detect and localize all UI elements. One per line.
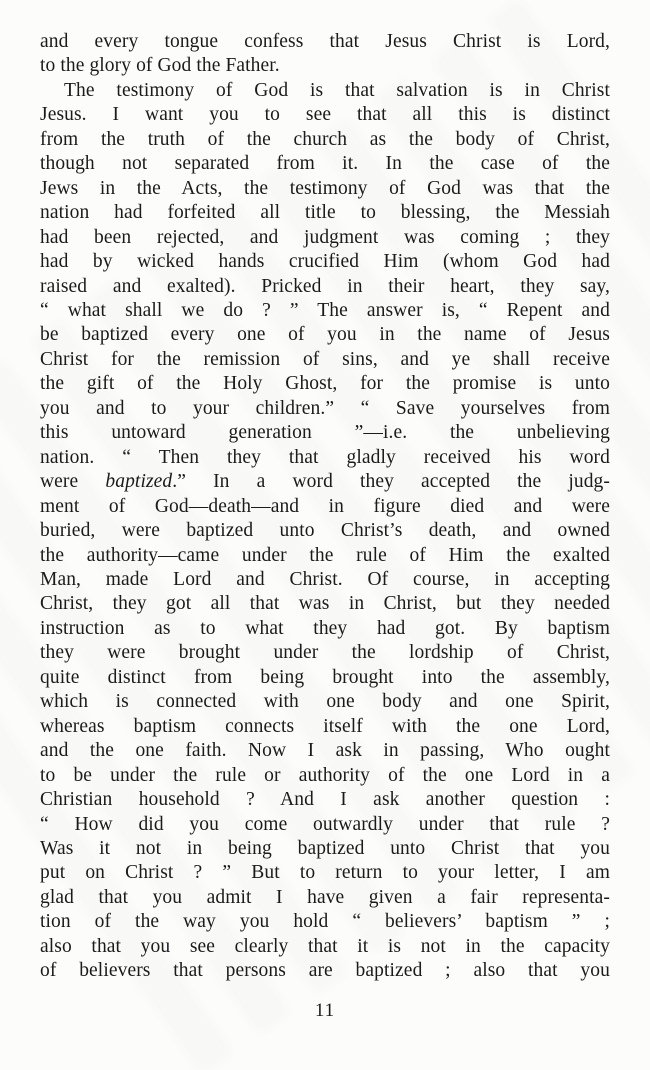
text-line: be baptized every one of you in the name of Jesus [40, 324, 610, 346]
text-line: Was it not in being baptized unto Christ that you [40, 837, 610, 859]
text-line: were baptized.” In a word they accepted the judg- [40, 471, 610, 493]
text-line: from the truth of the church as the body of Christ, [40, 128, 610, 150]
text-line: you and to your children.” “ Save yourselves from [40, 397, 610, 419]
text-line: had been rejected, and judgment was coming ; they [40, 226, 610, 248]
page-number: 11 [314, 999, 336, 1021]
text-line: Jews in the Acts, the testimony of God was that the [40, 177, 610, 199]
text-line: nation. “ Then they that gladly received his word [40, 446, 610, 468]
text-line: The testimony of God is that salvation is in Christ [64, 79, 610, 101]
text-line: which is connected with one body and one Spirit, [40, 691, 610, 713]
text-line: buried, were baptized unto Christ’s death, and owned [40, 520, 610, 542]
text-line: put on Christ ? ” But to return to your letter, I am [40, 862, 610, 884]
text-line: Christ, they got all that was in Christ, but they needed [40, 593, 610, 615]
text-line: they were brought under the lordship of Christ, [40, 642, 610, 664]
body-text [40, 30, 610, 984]
text-line: ment of God—death—and in figure died and were [40, 495, 610, 517]
text-line: the gift of the Holy Ghost, for the promise is unto [40, 373, 610, 395]
text-line: to the glory of God the Father. [40, 55, 280, 77]
text-line: though not separated from it. In the case of the [40, 153, 610, 175]
text-line: to be under the rule or authority of the one Lord in a [40, 764, 610, 786]
text-line: and every tongue confess that Jesus Christ is Lord, [40, 31, 610, 52]
text-line: had by wicked hands crucified Him (whom God had [40, 251, 610, 273]
text-line: Man, made Lord and Christ. Of course, in accepting [40, 568, 610, 590]
text-line: Christ for the remission of sins, and ye shall receive [40, 348, 610, 370]
text-line: nation had forfeited all title to blessing, the Messiah [40, 202, 610, 224]
text-line: “ what shall we do ? ” The answer is, “ Repent and [40, 299, 610, 321]
text-line: the authority—came under the rule of Him the exalted [40, 544, 610, 566]
text-line: instruction as to what they had got. By baptism [40, 617, 610, 639]
text-line: glad that you admit I have given a fair representa- [40, 886, 610, 908]
text-line: tion of the way you hold “ believers’ baptism ” ; [40, 911, 610, 933]
text-line: raised and exalted). Pricked in their heart, they say, [40, 275, 610, 297]
text-line: Christian household ? And I ask another question : [40, 789, 610, 811]
text-line: also that you see clearly that it is not in the capacity [40, 935, 610, 957]
text-line: quite distinct from being brought into the assembly, [40, 666, 610, 688]
text-line: this untoward generation ”—i.e. the unbelieving [40, 422, 610, 444]
text-line: whereas baptism connects itself with the one Lord, [40, 715, 610, 737]
text-line: “ How did you come outwardly under that rule ? [40, 813, 610, 835]
text-line: and the one faith. Now I ask in passing, Who ought [40, 740, 610, 762]
text-line: of believers that persons are baptized ; also that you [40, 960, 610, 982]
text-line: Jesus. I want you to see that all this is distinct [40, 104, 610, 126]
